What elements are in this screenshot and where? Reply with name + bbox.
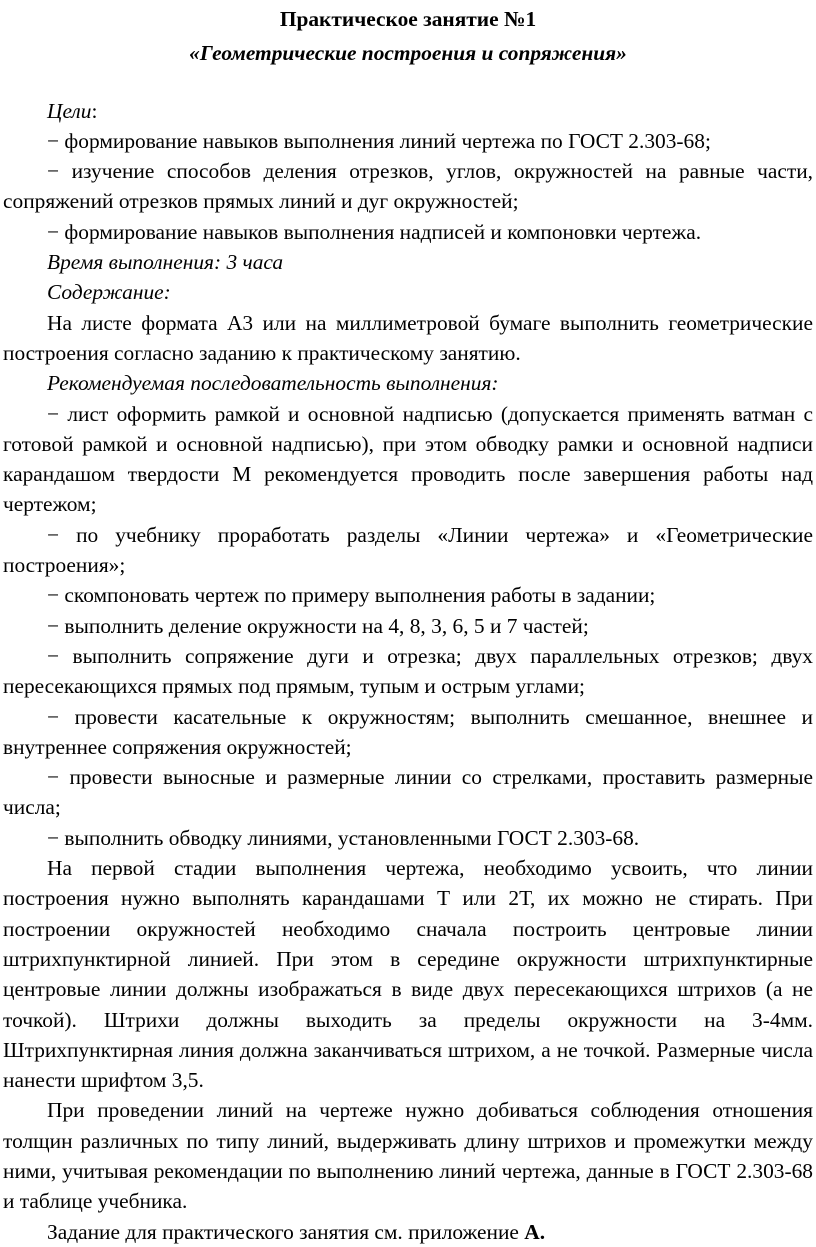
sequence-item: − выполнить обводку линиями, установленными ГОСТ 2.303-68. xyxy=(47,825,640,850)
spacer xyxy=(3,69,813,96)
goals-heading-label: Цели xyxy=(47,98,92,123)
goals-heading-colon: : xyxy=(91,98,98,123)
sequence-item: − скомпоновать чертеж по примеру выполнения работы в задании; xyxy=(47,583,656,608)
sequence-item: − провести выносные и размерные линии со стрелками, проставить размерные числа; xyxy=(3,765,813,820)
time-line: Время выполнения: 3 часа xyxy=(47,250,284,275)
appendix-reference: А. xyxy=(524,1219,546,1244)
task-line xyxy=(3,1217,813,1247)
sequence-item: − провести касательные к окружностям; выполнить смешанное, внешнее и внутреннее сопряжения окружностей; xyxy=(3,704,813,759)
sequence-item: − по учебнику проработать разделы «Линии чертежа» и «Геометрические построения»; xyxy=(3,522,813,578)
body-paragraph-2: При проведении линий на чертеже нужно добиваться соблюдения отношения толщин различных по типу линий, выдерживать длину штрихов и промежутки между ними, учитывая рекомендации по выполнению линий чертежа, данные в ГОСТ 2.303-68 и таблице учебника. xyxy=(3,1098,813,1214)
sequence-item: − лист оформить рамкой и основной надписью (допускается применять ватман с готовой рамкой и основной надписью), при этом обводку рамки и основной надписи карандашом твердости М рекомендуется проводить после завершения работы над чертежом; xyxy=(3,401,813,517)
sequence-heading: Рекомендуемая последовательность выполнения: xyxy=(47,371,499,396)
sequence-item: − выполнить деление окружности на 4, 8, 3, 6, 5 и 7 частей; xyxy=(47,613,589,638)
document-subtitle: «Геометрические построения и сопряжения» xyxy=(189,41,627,66)
sequence-item: − выполнить сопряжение дуги и отрезка; двух параллельных отрезков; двух пересекающихся прямых под прямым, тупым и острым углами; xyxy=(3,643,813,699)
goal-item: − формирование навыков выполнения линий чертежа по ГОСТ 2.303-68; xyxy=(47,128,711,153)
goal-item: − формирование навыков выполнения надписей и компоновки чертежа. xyxy=(47,219,702,244)
goal-item: − изучение способов деления отрезков, углов, окружностей на равные части, сопряжений отрезков прямых линий и дуг окружностей; xyxy=(3,159,813,214)
content-heading: Содержание: xyxy=(47,280,171,305)
body-paragraph-1: На первой стадии выполнения чертежа, необходимо усвоить, что линии построения нужно выполнять карандашами Т или 2Т, их можно не стирать. При построении окружностей необходимо сначала построить центровые линии штрихпунктирной линией. При этом в середине окружности штрихпунктирные центровые линии должны изображаться в виде двух пересекающихся штрихов (а не точкой). Штрихи должны выходить за пределы окружности на 3-4мм. Штрихпунктирная линия должна заканчиваться штрихом, а не точкой. Размерные числа нанести шрифтом 3,5. xyxy=(3,856,813,1093)
document-title: Практическое занятие №1 xyxy=(279,7,537,31)
content-text: На листе формата А3 или на миллиметровой бумаге выполнить геометрические построения согласно заданию к практическому занятию. xyxy=(3,310,813,365)
task-text: Задание для практического занятия см. приложение xyxy=(47,1219,525,1244)
goals-heading xyxy=(3,96,813,126)
